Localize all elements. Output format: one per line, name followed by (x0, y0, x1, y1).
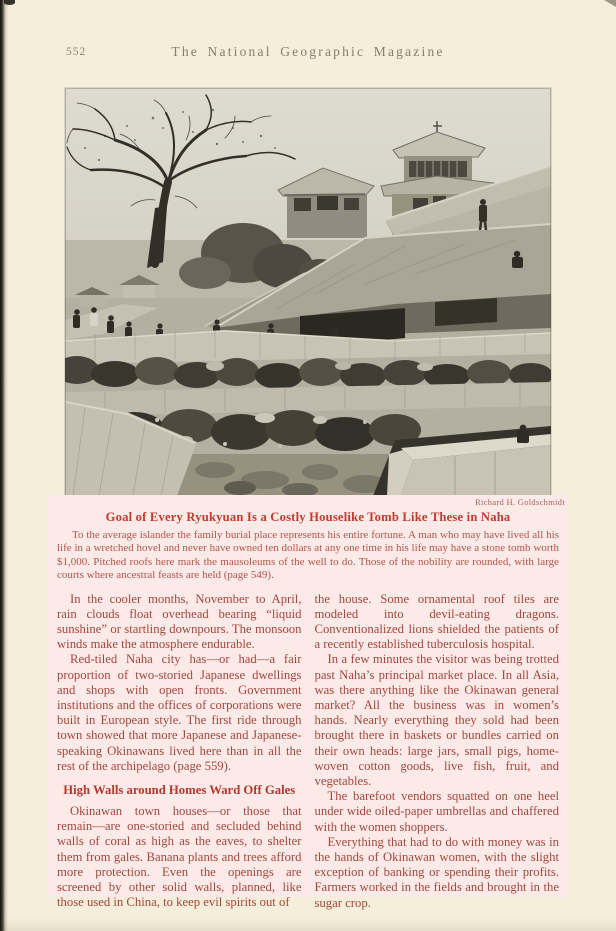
section-heading: High Walls around Homes Ward Off Gales (63, 783, 296, 798)
scan-corner-mark (4, 0, 15, 5)
paragraph: Everything that had to do with money was in the hands of Okinawan women, with the slight exception of banking or spending their profits. Farmers worked in the fields and brought in the sugar crop. (314, 834, 559, 910)
body-text-columns (57, 592, 559, 911)
tomb-photo-illustration (65, 88, 551, 496)
caption-and-text-panel (48, 495, 568, 910)
scan-edge-shadow (0, 0, 8, 931)
scan-corner-mark (604, 0, 616, 7)
paragraph: Red-tiled Naha city has—or had—a fair proportion of two-storied Japanese dwellings and shops with open fronts. Government institutions and the offices of corporations were built in European style. The first ride through town showed that more Japanese and Japanese-speaking Okinawans lived here than in all the rest of the archipelago (page 559). (57, 652, 302, 773)
page-number: 552 (66, 46, 87, 58)
paragraph: the house. Some ornamental roof tiles are modeled into devil-eating dragons. Conventionalized lions shielded the patients of a recently established tuberculosis hospital. (314, 591, 559, 652)
left-column (57, 592, 302, 911)
right-column (315, 592, 560, 911)
page-header-title: The National Geographic Magazine (171, 44, 445, 59)
photo-credit: Richard H. Goldschmidt (475, 497, 565, 507)
tomb-photograph (65, 88, 551, 496)
paragraph: The barefoot vendors squatted on one heel under wide oiled-paper umbrellas and chaffered with the women shoppers. (314, 789, 559, 834)
paragraph: In a few minutes the visitor was being trotted past Naha’s principal market place. In all Asia, was there anything like the Okinawan general market? All the business was in women’s hands. Nearly everything they sold had been brought there in baskets or bundles carried on their own heads: large jars, small pigs, home-woven cotton goods, live fish, fruit, and vegetables. (314, 652, 559, 789)
caption-title: Goal of Every Ryukyuan Is a Costly Houselike Tomb Like These in Naha (105, 510, 511, 524)
paragraph: In the cooler months, November to April, rain clouds float overhead bearing “liquid sunshine” or startling downpours. The monsoon winds make the atmosphere endurable. (57, 591, 302, 652)
scan-bottom-shade (0, 917, 616, 931)
caption-text: To the average islander the family burial place represents his entire fortune. A man who may have lived all his life in a wretched hovel and never have owned ten dollars at any one time in his life may have a stone tomb worth $1,000. Pitched roofs here mark the mausoleums of the well to do. Those of the nobility are rounded, with large courts where ancestral feasts are held (page 549). (57, 529, 559, 582)
paragraph: Okinawan town houses—or those that remain—are one-storied and secluded behind walls of coral as high as the eaves, to shelter them from gales. Banana plants and trees afford more protection. Even the openings are screened by other solid walls, planned, like those used in China, to keep evil spirits out of (57, 804, 302, 910)
